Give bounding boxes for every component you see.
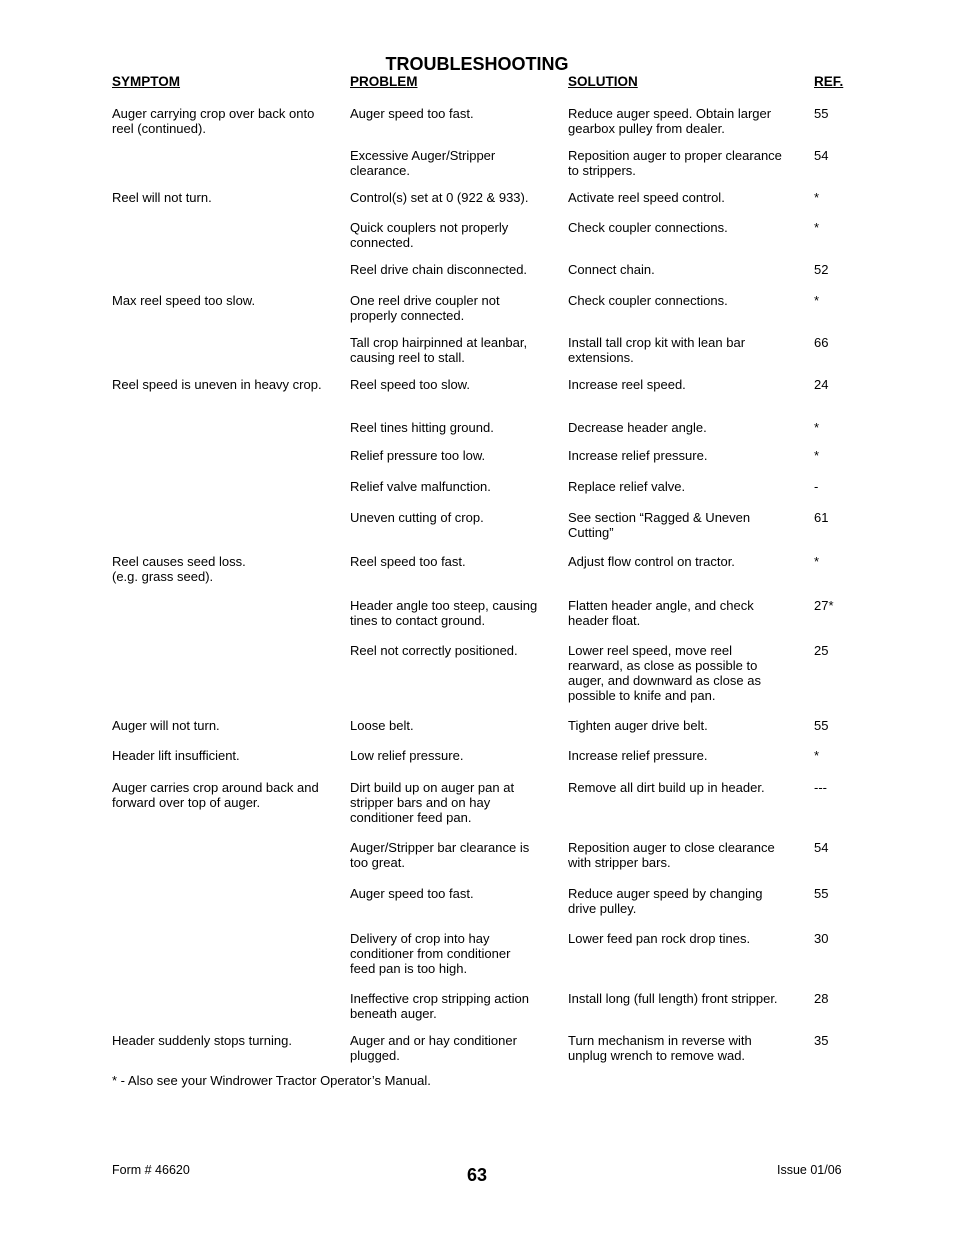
row-16-solution: Tighten auger drive belt. bbox=[568, 718, 708, 733]
row-15-ref: 25 bbox=[814, 643, 829, 658]
row-9-problem: Reel tines hitting ground. bbox=[350, 420, 494, 435]
row-6-ref: * bbox=[814, 293, 820, 308]
row-2-solution: Reposition auger to proper clearance to strippers. bbox=[568, 148, 782, 178]
row-8-ref: 24 bbox=[814, 377, 829, 392]
row-20-ref: 55 bbox=[814, 886, 829, 901]
header-ref: REF. bbox=[814, 74, 844, 89]
header-solution: SOLUTION bbox=[568, 74, 638, 89]
row-13-ref: * bbox=[814, 554, 820, 569]
row-16-ref: 55 bbox=[814, 718, 829, 733]
row-18-problem: Dirt build up on auger pan at stripper bars and on hay conditioner feed pan. bbox=[350, 780, 515, 825]
row-10-ref: * bbox=[814, 448, 820, 463]
form-number: Form # 46620 bbox=[112, 1163, 190, 1177]
row-20-problem: Auger speed too fast. bbox=[350, 886, 474, 901]
row-21-ref: 30 bbox=[814, 931, 829, 946]
row-23-ref: 35 bbox=[814, 1033, 829, 1048]
page-title: TROUBLESHOOTING bbox=[385, 54, 569, 74]
row-9-ref: * bbox=[814, 420, 820, 435]
row-9-solution: Decrease header angle. bbox=[568, 420, 707, 435]
row-18-symptom: Auger carries crop around back and forward over top of auger. bbox=[112, 780, 319, 810]
row-13-solution: Adjust flow control on tractor. bbox=[568, 554, 735, 569]
row-6-solution: Check coupler connections. bbox=[568, 293, 728, 308]
row-8-problem: Reel speed too slow. bbox=[350, 377, 470, 392]
row-19-problem: Auger/Stripper bar clearance is too great. bbox=[350, 840, 530, 870]
row-6-symptom: Max reel speed too slow. bbox=[112, 293, 256, 308]
row-17-problem: Low relief pressure. bbox=[350, 748, 464, 763]
row-4-problem: Quick couplers not properly connected. bbox=[350, 220, 509, 250]
row-21-solution: Lower feed pan rock drop tines. bbox=[568, 931, 751, 946]
row-5-ref: 52 bbox=[814, 262, 829, 277]
row-3-problem: Control(s) set at 0 (922 & 933). bbox=[350, 190, 529, 205]
row-18-ref: --- bbox=[814, 780, 827, 795]
row-14-solution: Flatten header angle, and check header float. bbox=[568, 598, 754, 628]
row-5-solution: Connect chain. bbox=[568, 262, 655, 277]
row-17-solution: Increase relief pressure. bbox=[568, 748, 708, 763]
row-22-solution: Install long (full length) front stripper. bbox=[568, 991, 778, 1006]
row-3-solution: Activate reel speed control. bbox=[568, 190, 725, 205]
row-1-solution: Reduce auger speed. Obtain larger gearbox pulley from dealer. bbox=[568, 106, 772, 136]
row-7-solution: Install tall crop kit with lean bar extensions. bbox=[568, 335, 746, 365]
row-10-problem: Relief pressure too low. bbox=[350, 448, 486, 463]
row-17-symptom: Header lift insufficient. bbox=[112, 748, 240, 763]
row-18-solution: Remove all dirt build up in header. bbox=[568, 780, 765, 795]
row-8-solution: Increase reel speed. bbox=[568, 377, 686, 392]
issue-date: Issue 01/06 bbox=[777, 1163, 842, 1177]
row-15-problem: Reel not correctly positioned. bbox=[350, 643, 518, 658]
page-number: 63 bbox=[466, 1165, 488, 1185]
row-22-problem: Ineffective crop stripping action beneath auger. bbox=[350, 991, 529, 1021]
header-symptom: SYMPTOM bbox=[112, 74, 181, 89]
row-12-ref: 61 bbox=[814, 510, 829, 525]
row-14-ref: 27* bbox=[814, 598, 834, 613]
row-3-ref: * bbox=[814, 190, 820, 205]
row-20-solution: Reduce auger speed by changing drive pulley. bbox=[568, 886, 763, 916]
row-7-problem: Tall crop hairpinned at leanbar, causing reel to stall. bbox=[350, 335, 528, 365]
row-12-solution: See section “Ragged & Uneven Cutting” bbox=[568, 510, 751, 540]
header-problem: PROBLEM bbox=[350, 74, 418, 89]
row-11-problem: Relief valve malfunction. bbox=[350, 479, 491, 494]
row-6-problem: One reel drive coupler not properly connected. bbox=[350, 293, 500, 323]
row-7-ref: 66 bbox=[814, 335, 829, 350]
row-23-symptom: Header suddenly stops turning. bbox=[112, 1033, 292, 1048]
row-5-problem: Reel drive chain disconnected. bbox=[350, 262, 528, 277]
row-2-problem: Excessive Auger/Stripper clearance. bbox=[350, 148, 496, 178]
row-2-ref: 54 bbox=[814, 148, 829, 163]
row-13-symptom: Reel causes seed loss. (e.g. grass seed). bbox=[112, 554, 246, 584]
row-12-problem: Uneven cutting of crop. bbox=[350, 510, 484, 525]
row-11-solution: Replace relief valve. bbox=[568, 479, 686, 494]
row-1-problem: Auger speed too fast. bbox=[350, 106, 474, 121]
row-16-symptom: Auger will not turn. bbox=[112, 718, 220, 733]
row-1-ref: 55 bbox=[814, 106, 829, 121]
row-8-symptom: Reel speed is uneven in heavy crop. bbox=[112, 377, 322, 392]
row-11-ref: - bbox=[814, 479, 819, 494]
row-16-problem: Loose belt. bbox=[350, 718, 414, 733]
row-21-problem: Delivery of crop into hay conditioner from conditioner feed pan is too high. bbox=[350, 931, 511, 976]
footnote: * - Also see your Windrower Tractor Operator’s Manual. bbox=[112, 1073, 431, 1088]
row-1-symptom: Auger carrying crop over back onto reel (continued). bbox=[112, 106, 315, 136]
row-23-solution: Turn mechanism in reverse with unplug wrench to remove wad. bbox=[568, 1033, 752, 1063]
row-10-solution: Increase relief pressure. bbox=[568, 448, 708, 463]
row-15-solution: Lower reel speed, move reel rearward, as close as possible to auger, and downward as close as possible to knife and pan. bbox=[568, 643, 761, 703]
row-17-ref: * bbox=[814, 748, 820, 763]
row-23-problem: Auger and or hay conditioner plugged. bbox=[350, 1033, 517, 1063]
row-3-symptom: Reel will not turn. bbox=[112, 190, 212, 205]
row-4-solution: Check coupler connections. bbox=[568, 220, 728, 235]
row-19-solution: Reposition auger to close clearance with stripper bars. bbox=[568, 840, 775, 870]
row-14-problem: Header angle too steep, causing tines to contact ground. bbox=[350, 598, 538, 628]
row-19-ref: 54 bbox=[814, 840, 829, 855]
row-22-ref: 28 bbox=[814, 991, 829, 1006]
row-13-problem: Reel speed too fast. bbox=[350, 554, 466, 569]
row-4-ref: * bbox=[814, 220, 820, 235]
